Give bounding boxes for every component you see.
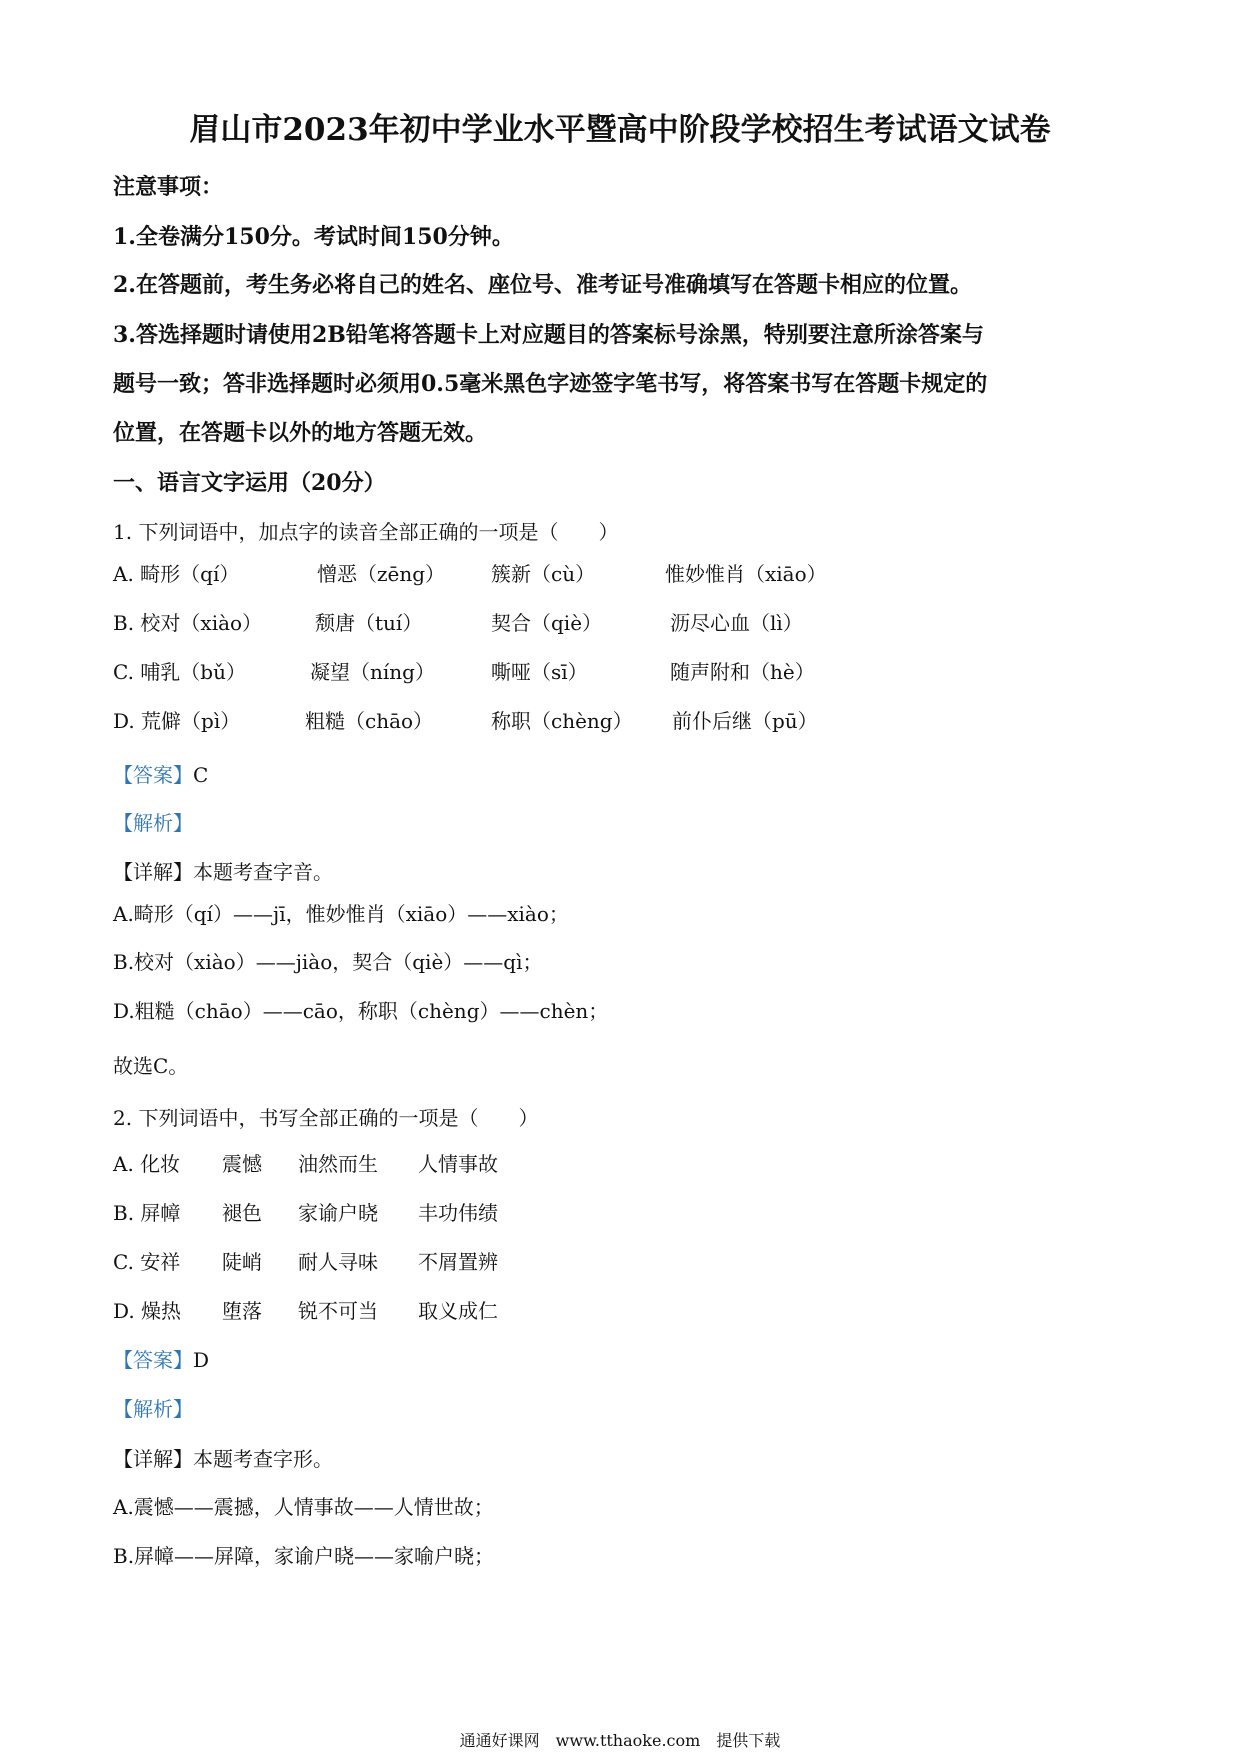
q2-option-c-word: 陡峭 bbox=[222, 1250, 262, 1274]
q1-answer bbox=[113, 759, 208, 788]
q1-detail: A.畸形（qí）——jī，惟妙惟肖（xiāo）——xiào； bbox=[113, 902, 569, 926]
page-title: 眉山市2023年初中学业水平暨高中阶段学校招生考试语文试卷 bbox=[189, 112, 1051, 148]
q1-option-b: B. 校对（xiào） bbox=[113, 611, 263, 635]
q2-answer bbox=[113, 1344, 209, 1373]
q2-option-d-word: 取义成仁 bbox=[418, 1299, 498, 1323]
q2-detail: B.屏幛——屏障，家谕户晓——家喻户晓； bbox=[113, 1544, 495, 1568]
q1-option-c-word: 嘶哑（sī） bbox=[491, 660, 588, 684]
q2-option-c-word: 耐人寻味 bbox=[298, 1250, 378, 1274]
q1-option-a-word: 惟妙惟肖（xiāo） bbox=[665, 562, 827, 586]
notice-item: 3.答选择题时请使用2B铅笔将答题卡上对应题目的答案标号涂黑，特别要注意所涂答案与 bbox=[113, 322, 984, 348]
q2-detail: A.震憾——震撼，人情事故——人情世故； bbox=[113, 1495, 494, 1519]
q1-detail: 【详解】本题考查字音。 bbox=[113, 860, 333, 884]
notice-item: 题号一致；答非选择题时必须用0.5毫米黑色字迹签字笔书写，将答案书写在答题卡规定的 bbox=[113, 371, 988, 397]
q1-option-d: D. 荒僻（pì） bbox=[113, 709, 241, 733]
notice-item: 位置，在答题卡以外的地方答题无效。 bbox=[113, 420, 488, 446]
notice-item: 1.全卷满分150分。考试时间150分钟。 bbox=[113, 224, 514, 250]
answer-label: 【答案】 bbox=[113, 1348, 193, 1372]
section-heading: 一、语言文字运用（20分） bbox=[113, 470, 386, 496]
q2-option-d-word: 锐不可当 bbox=[298, 1299, 378, 1323]
q1-option-a-word: 簇新（cù） bbox=[491, 562, 596, 586]
answer-value: D bbox=[193, 1348, 210, 1372]
answer-label: 【答案】 bbox=[113, 763, 193, 787]
q1-option-b-word: 沥尽心血（lì） bbox=[670, 611, 803, 635]
q1-detail: D.粗糙（chāo）——cāo，称职（chèng）——chèn； bbox=[113, 999, 609, 1023]
q1-option-b-word: 契合（qiè） bbox=[491, 611, 603, 635]
notice-heading: 注意事项： bbox=[113, 174, 224, 200]
page-footer: 通通好课网 www.tthaoke.com 提供下载 bbox=[459, 1731, 781, 1750]
q1-option-a: A. 畸形（qí） bbox=[113, 562, 240, 586]
question-1-stem: 1. 下列词语中，加点字的读音全部正确的一项是（ ） bbox=[113, 520, 619, 544]
notice-item: 2.在答题前，考生务必将自己的姓名、座位号、准考证号准确填写在答题卡相应的位置。 bbox=[113, 272, 972, 298]
q2-option-d-word: 堕落 bbox=[222, 1299, 262, 1323]
q1-analysis-label bbox=[113, 807, 193, 836]
q2-option-b-word: 家谕户晓 bbox=[298, 1201, 378, 1225]
q1-option-b-word: 颓唐（tuí） bbox=[315, 611, 423, 635]
answer-value: C bbox=[193, 763, 209, 787]
q1-option-c: C. 哺乳（bǔ） bbox=[113, 660, 246, 684]
q2-option-b-word: 丰功伟绩 bbox=[418, 1201, 498, 1225]
q2-option-c-word: 不屑置辨 bbox=[418, 1250, 498, 1274]
q1-detail: B.校对（xiào）——jiào，契合（qiè）——qì； bbox=[113, 950, 543, 974]
analysis-label: 【解析】 bbox=[113, 811, 193, 835]
q2-detail: 【详解】本题考查字形。 bbox=[113, 1447, 333, 1471]
q1-option-d-word: 称职（chèng） bbox=[491, 709, 633, 733]
analysis-label: 【解析】 bbox=[113, 1397, 193, 1421]
q2-option-b: B. 屏幛 bbox=[113, 1201, 181, 1225]
q2-option-a: A. 化妆 bbox=[113, 1152, 181, 1176]
q1-option-a-word: 憎恶（zēng） bbox=[317, 562, 446, 586]
q2-option-a-word: 油然而生 bbox=[298, 1152, 378, 1176]
q2-option-a-word: 人情事故 bbox=[418, 1152, 498, 1176]
q2-option-a-word: 震憾 bbox=[222, 1152, 262, 1176]
q1-option-d-word: 前仆后继（pū） bbox=[672, 709, 818, 733]
q2-option-c: C. 安祥 bbox=[113, 1250, 181, 1274]
q1-detail: 故选C。 bbox=[113, 1054, 189, 1078]
q1-option-c-word: 凝望（níng） bbox=[310, 660, 435, 684]
q2-option-d: D. 燥热 bbox=[113, 1299, 182, 1323]
q2-option-b-word: 褪色 bbox=[222, 1201, 262, 1225]
question-2-stem: 2. 下列词语中，书写全部正确的一项是（ ） bbox=[113, 1106, 539, 1130]
q1-option-d-word: 粗糙（chāo） bbox=[305, 709, 434, 733]
q1-option-c-word: 随声附和（hè） bbox=[670, 660, 815, 684]
q2-analysis-label bbox=[113, 1393, 193, 1422]
